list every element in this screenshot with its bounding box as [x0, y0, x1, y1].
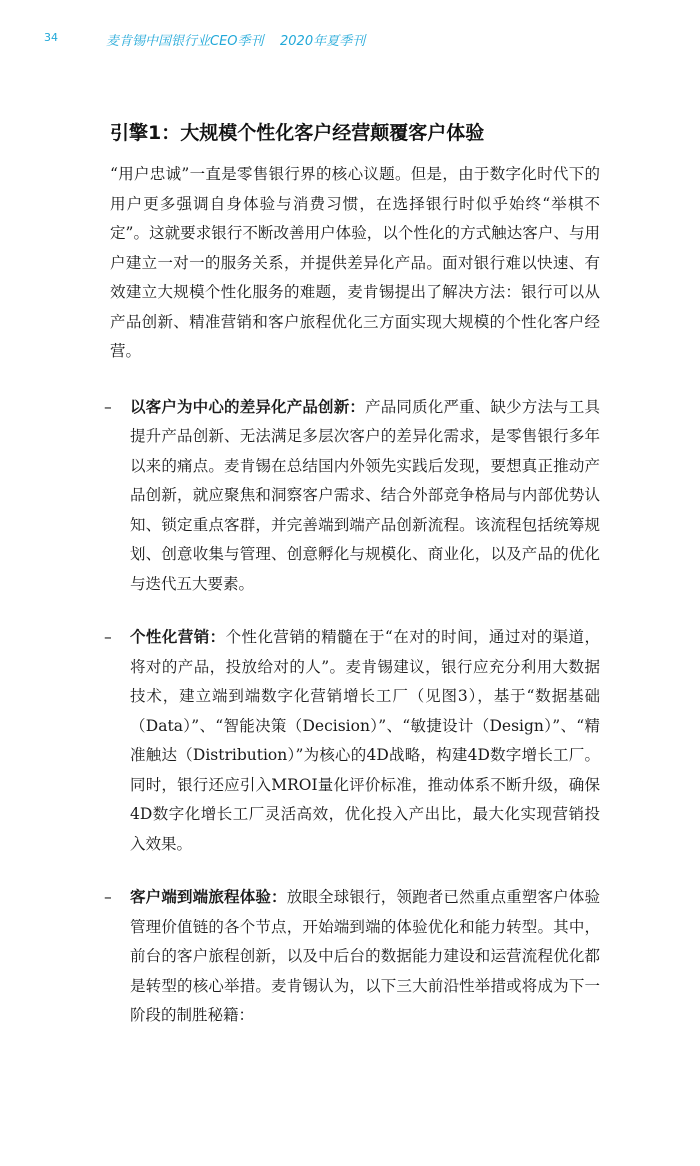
running-header: [0, 30, 700, 50]
issue-label: 2020年夏季刊: [280, 34, 366, 49]
article-body: [104, 118, 600, 1055]
bullet-text: 产品同质化严重、缺少方法与工具提升产品创新、无法满足多层次客户的差异化需求，是零售银行多年以来的痛点。麦肯锡在总结国内外领先实践后发现，要想真正推动产品创新，就应聚焦和洞察客户需求、结合外部竞争格局与内部优势认知、锁定重点客群，并完善端到端产品创新流程。该流程包括统筹规划、创意收集与管理、创意孵化与规模化、商业化，以及产品的优化与迭代五大要素。: [130, 397, 600, 593]
bullet-product-innovation: [104, 393, 600, 600]
bullet-dash: –: [104, 628, 112, 646]
bullet-text: 放眼全球银行，领跑者已然重点重塑客户体验管理价值链的各个节点，开始端到端的体验优化和能力转型。其中，前台的客户旅程创新，以及中后台的数据能力建设和运营流程优化都是转型的核心举措。麦肯锡认为，以下三大前沿性举措或将成为下一阶段的制胜秘籍：: [130, 888, 600, 1024]
bullet-lead: 以客户为中心的差异化产品创新：: [130, 397, 366, 416]
bullet-lead: 客户端到端旅程体验：: [130, 888, 287, 906]
page-number: 34: [44, 31, 58, 44]
bullet-customer-journey: [104, 883, 600, 1031]
section-title: 引擎1：大规模个性化客户经营颠覆客户体验: [110, 122, 485, 144]
publication-title: 麦肯锡中国银行业CEO季刊: [106, 34, 264, 49]
bullet-dash: –: [104, 397, 112, 416]
intro-paragraph: “用户忠诚”一直是零售银行界的核心议题。但是，由于数字化时代下的用户更多强调自身体验与消费习惯，在选择银行时似乎始终“举棋不定”。这就要求银行不断改善用户体验，以个性化的方式触达客户、与用户建立一对一的服务关系，并提供差异化产品。面对银行难以快速、有效建立大规模个性化服务的难题，麦肯锡提出了解决方法：银行可以从产品创新、精准营销和客户旅程优化三方面实现大规模的个性化客户经营。: [110, 165, 600, 360]
bullet-lead: 个性化营销：: [130, 628, 226, 646]
bullet-text: 个性化营销的精髓在于“在对的时间，通过对的渠道，将对的产品，投放给对的人”。麦肯锡建议，银行应充分利用大数据技术，建立端到端数字化营销增长工厂（见图3），基于“数据基础（Data）”、“智能决策（Decision）”、“敏捷设计（Design）”、“精准触达（Distribution）”为核心的4D战略，构建4D数字增长工厂。同时，银行还应引入MROI量化评价标准，推动体系不断升级，确保4D数字化增长工厂灵活高效，优化投入产出比，最大化实现营销投入效果。: [130, 628, 600, 853]
bullet-personalized-marketing: [104, 623, 600, 859]
bullet-dash: –: [104, 888, 112, 906]
bullet-list: [104, 393, 600, 1031]
